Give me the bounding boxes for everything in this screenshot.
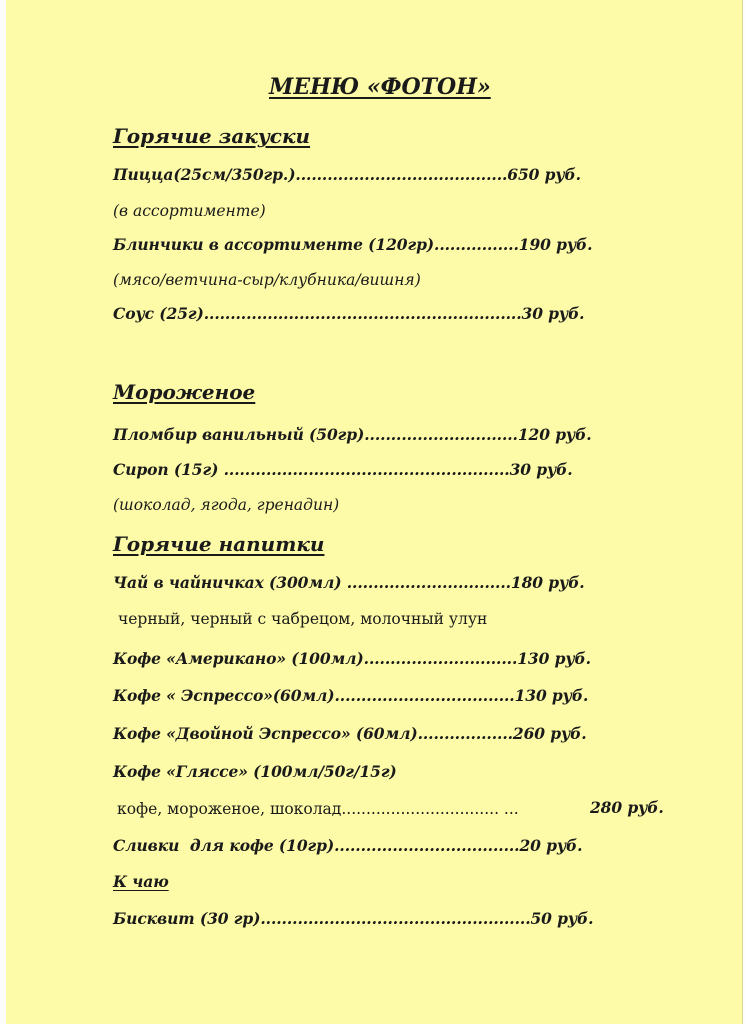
section-ice-cream: Мороженое	[113, 380, 256, 404]
menu-title: МЕНЮ «ФОТОН»	[269, 74, 491, 100]
menu-note-tea: черный, черный с чабрецом, молочный улун	[118, 610, 488, 628]
menu-item-pancakes: Блинчики в ассортименте (120гр)................190 руб.	[113, 235, 593, 254]
menu-price-glace: 280 руб.	[590, 798, 664, 817]
menu-item-espresso: Кофе « Эспрессо»(60мл)..................................130 руб.	[113, 686, 589, 705]
menu-item-cream: Сливки для кофе (10гр)...................................20 руб.	[113, 836, 583, 855]
menu-item-americano: Кофе «Американо» (100мл).............................130 руб.	[113, 649, 591, 668]
menu-note-glace: кофе, мороженое, шоколад................................ ...	[117, 800, 519, 818]
menu-item-sauce: Соус (25г)............................................................30 руб.	[113, 304, 585, 323]
menu-note-pizza: (в ассортименте)	[113, 202, 266, 220]
menu-item-tea: Чай в чайничках (300мл) ...............................180 руб.	[113, 573, 585, 592]
section-hot-snacks: Горячие закуски	[113, 124, 311, 148]
menu-item-pizza: Пицца(25см/350гр.)........................................650 руб.	[113, 165, 581, 184]
menu-item-plombir: Пломбир ванильный (50гр).............................120 руб.	[113, 425, 592, 444]
menu-item-glace: Кофе «Гляссе» (100мл/50г/15г)	[113, 762, 397, 781]
menu-item-syrup: Сироп (15г) ......................................................30 руб.	[113, 460, 573, 479]
menu-note-syrup: (шоколад, ягода, гренадин)	[113, 496, 340, 514]
section-hot-drinks: Горячие напитки	[113, 532, 325, 556]
menu-note-pancakes: (мясо/ветчина-сыр/клубника/вишня)	[113, 271, 421, 289]
section-with-tea: К чаю	[113, 872, 169, 891]
menu-item-biscuit: Бисквит (30 гр)...................................................50 руб.	[113, 909, 594, 928]
menu-item-double-espresso: Кофе «Двойной Эспрессо» (60мл)..................260 руб.	[113, 724, 587, 743]
